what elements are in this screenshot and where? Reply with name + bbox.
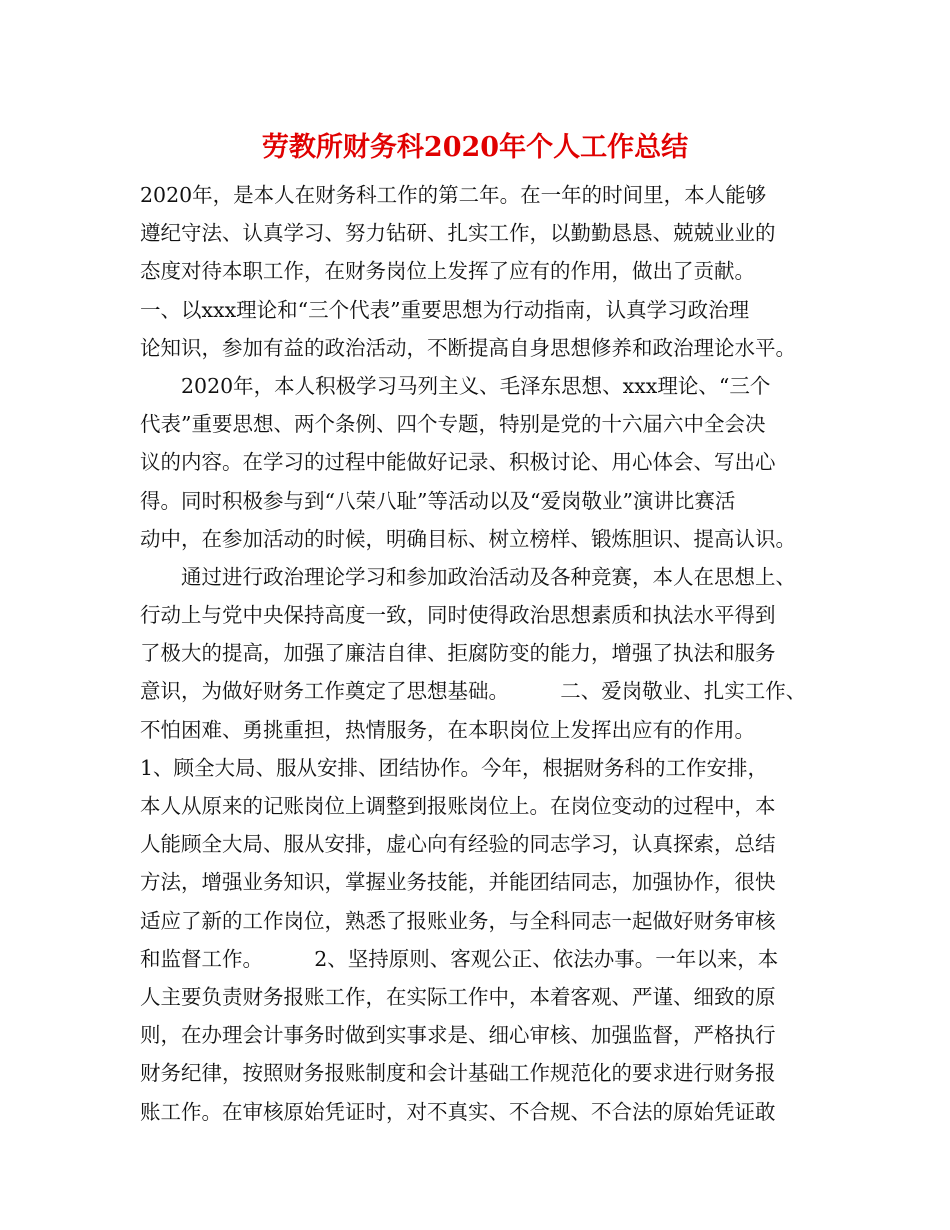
text-line: 代表”重要思想、两个条例、四个专题，特别是党的十六届六中全会决 xyxy=(140,412,766,437)
text-line: 意识，为做好财务工作奠定了思想基础。 二、爱岗敬业、扎实工作、 xyxy=(140,679,807,704)
document-title: 劳教所财务科2020年个人工作总结 xyxy=(261,132,689,163)
text-line: 得。同时积极参与到“八荣八耻”等活动以及“爱岗敬业”演讲比赛活 xyxy=(140,488,736,513)
text-line: 人主要负责财务报账工作，在实际工作中，本着客观、严谨、细致的原 xyxy=(140,984,776,1009)
text-line: 2020年，本人积极学习马列主义、毛泽东思想、xxx理论、“三个 xyxy=(140,373,771,398)
text-line: 一、以xxx理论和“三个代表”重要思想为行动指南，认真学习政治理 xyxy=(140,297,750,322)
text-line: 行动上与党中央保持高度一致，同时使得政治思想素质和执法水平得到 xyxy=(140,603,776,628)
text-line: 人能顾全大局、服从安排，虚心向有经验的同志学习，认真探索，总结 xyxy=(140,832,776,857)
text-line: 1、顾全大局、服从安排、团结协作。今年，根据财务科的工作安排， xyxy=(140,755,769,780)
text-line: 遵纪守法、认真学习、努力钻研、扎实工作，以勤勤恳恳、兢兢业业的 xyxy=(140,221,776,246)
text-line: 论知识，参加有益的政治活动，不断提高自身思想修养和政治理论水平。 xyxy=(140,335,796,360)
text-line: 适应了新的工作岗位，熟悉了报账业务，与全科同志一起做好财务审核 xyxy=(140,908,776,933)
text-line: 本人从原来的记账岗位上调整到报账岗位上。在岗位变动的过程中，本 xyxy=(140,794,776,818)
text-line: 不怕困难、勇挑重担，热情服务，在本职岗位上发挥出应有的作用。 xyxy=(140,717,755,742)
text-line: 和监督工作。 2、坚持原则、客观公正、依法办事。一年以来，本 xyxy=(140,946,779,971)
document-body xyxy=(140,176,820,1131)
text-line: 态度对待本职工作，在财务岗位上发挥了应有的作用，做出了贡献。 xyxy=(140,259,755,284)
text-line: 动中，在参加活动的时候，明确目标、树立榜样、锻炼胆识、提高认识。 xyxy=(140,526,796,551)
text-line: 议的内容。在学习的过程中能做好记录、积极讨论、用心体会、写出心 xyxy=(140,450,776,475)
text-line: 则，在办理会计事务时做到实事求是、细心审核、加强监督，严格执行 xyxy=(140,1023,776,1048)
text-line: 财务纪律，按照财务报账制度和会计基础工作规范化的要求进行财务报 xyxy=(140,1061,776,1086)
text-line: 账工作。在审核原始凭证时，对不真实、不合规、不合法的原始凭证敢 xyxy=(140,1099,776,1124)
text-line: 方法，增强业务知识，掌握业务技能，并能团结同志，加强协作，很快 xyxy=(140,870,776,895)
text-line: 了极大的提高，加强了廉洁自律、拒腐防变的能力，增强了执法和服务 xyxy=(140,641,776,666)
text-line: 通过进行政治理论学习和参加政治活动及各种竞赛，本人在思想上、 xyxy=(140,564,796,589)
text-line: 2020年，是本人在财务科工作的第二年。在一年的时间里，本人能够 xyxy=(140,183,767,207)
